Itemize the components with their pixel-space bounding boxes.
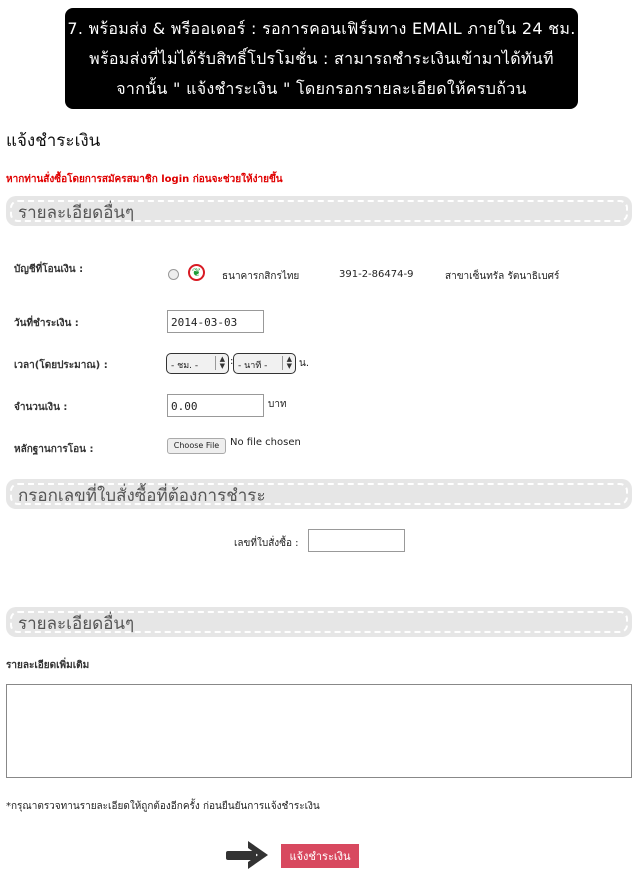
banner-line-3: จากนั้น " แจ้งชำระเงิน " โดยกรอกรายละเอียดให้ครบถ้วน — [116, 79, 527, 98]
amount-unit: บาท — [268, 399, 287, 410]
section-header-extra — [6, 607, 632, 637]
choose-file-button[interactable]: Choose File — [167, 438, 226, 454]
section-title: กรอกเลขที่ใบสั่งซื้อที่ต้องการชำระ — [18, 486, 266, 506]
order-number-input[interactable] — [308, 529, 405, 552]
extra-details-textarea[interactable] — [6, 684, 632, 778]
section-header-order — [6, 479, 632, 509]
payment-date-label: วันที่ชำระเงิน : — [14, 318, 79, 329]
section-title: รายละเอียดอื่นๆ — [18, 614, 135, 634]
proof-label: หลักฐานการโอน : — [14, 444, 94, 455]
arrow-right-icon — [224, 838, 274, 872]
kasikorn-logo-icon: ❦ — [188, 264, 205, 281]
minute-select-value: - นาที - — [238, 361, 268, 371]
time-label: เวลา(โดยประมาณ) : — [14, 360, 108, 371]
bank-branch: สาขาเซ็นทรัล รัตนาธิเบศร์ — [445, 271, 560, 282]
extra-details-label: รายละเอียดเพิ่มเติม — [6, 660, 90, 671]
time-unit: น. — [299, 358, 310, 369]
minute-select[interactable] — [233, 353, 296, 374]
payment-date-input[interactable]: 2014-03-03 — [167, 310, 264, 333]
notice-banner — [65, 8, 578, 109]
banner-line-1: 7. พร้อมส่ง & พรีออเดอร์ : รอการคอนเฟิร์มทาง EMAIL ภายใน 24 ชม. — [67, 19, 576, 38]
order-number-label: เลขที่ใบสั่งซื้อ : — [234, 538, 299, 549]
no-file-text: No file chosen — [230, 437, 301, 448]
banner-line-2: พร้อมส่งที่ไม่ได้รับสิทธิ์โปรโมชั่น : สามารถชำระเงินเข้ามาได้ทันที — [89, 49, 554, 68]
bank-name: ธนาคารกสิกรไทย — [222, 271, 300, 282]
page-title: แจ้งชำระเงิน — [6, 131, 101, 151]
hour-select-value: - ชม. - — [171, 361, 199, 371]
amount-label: จำนวนเงิน : — [14, 402, 68, 413]
section-header-details — [6, 196, 632, 226]
bank-radio[interactable] — [168, 269, 179, 280]
submit-payment-button[interactable]: แจ้งชำระเงิน — [281, 844, 359, 868]
hour-select[interactable] — [166, 353, 229, 374]
footer-note: *กรุณาตรวจทานรายละเอียดให้ถูกต้องอีกครั้ง ก่อนยืนยันการแจ้งชำระเงิน — [6, 801, 320, 812]
section-title: รายละเอียดอื่นๆ — [18, 203, 135, 223]
amount-input[interactable]: 0.00 — [167, 394, 264, 417]
bank-account-label: บัญชีที่โอนเงิน : — [14, 264, 84, 275]
select-arrows-icon: ▲ ▼ — [219, 355, 225, 370]
bank-account-number: 391-2-86474-9 — [339, 269, 414, 280]
select-arrows-icon: ▲ ▼ — [286, 355, 292, 370]
login-notice: หากท่านสั่งซื้อโดยการสมัครสมาชิก login ก่อนจะช่วยให้ง่ายขึ้น — [6, 174, 283, 185]
